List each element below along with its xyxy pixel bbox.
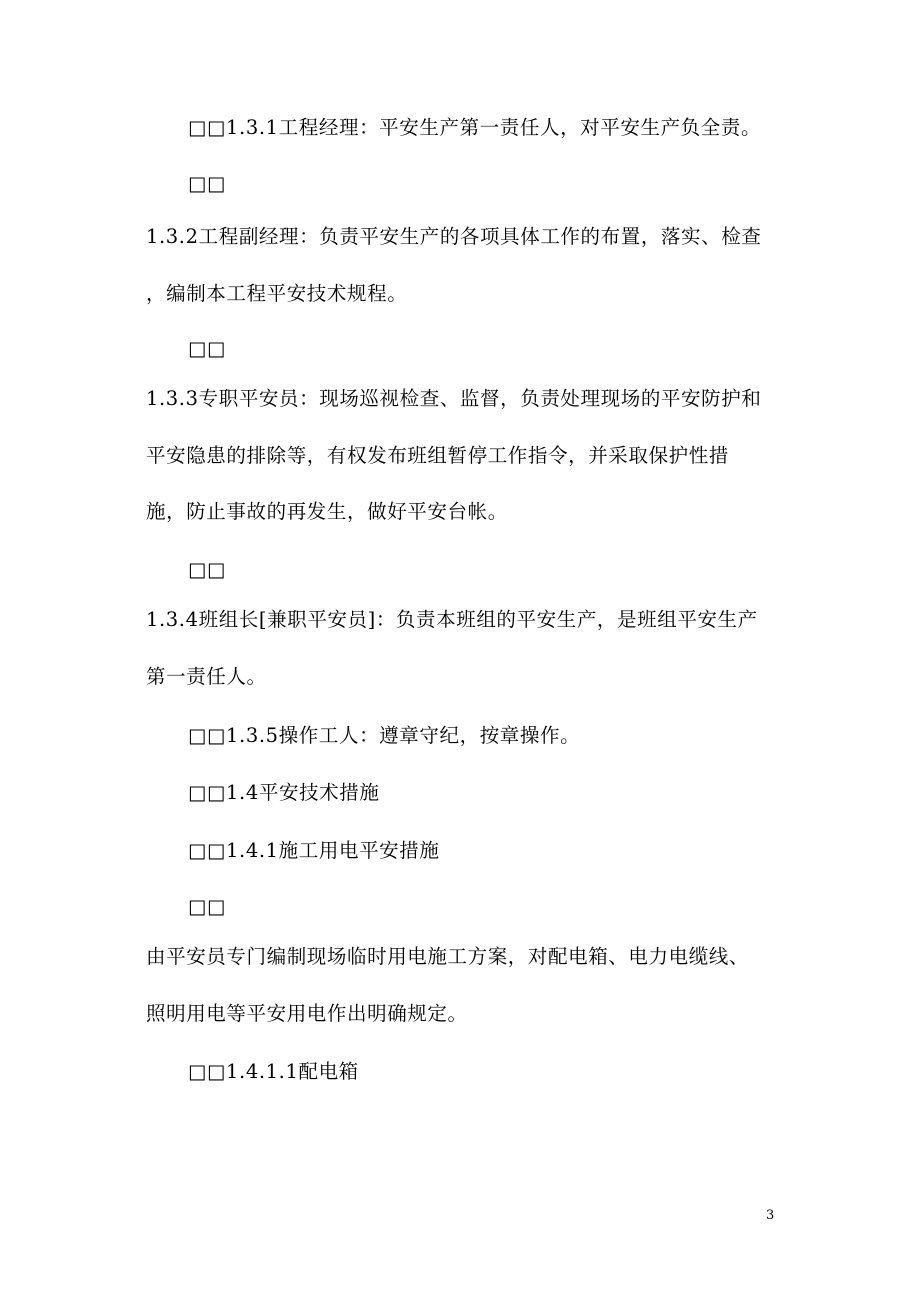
paragraph-1-3-4-line-2: 第一责任人。 xyxy=(146,665,267,688)
paragraph-1-3-1: □□1.3.1工程经理：平安生产第一责任人，对平安生产负全责。 xyxy=(188,116,762,139)
paragraph-1-3-2-line-1: 1.3.2工程副经理：负责平安生产的各项具体工作的布置，落实、检查 xyxy=(146,225,762,248)
paragraph-1-3-2-line-2: ，编制本工程平安技术规程。 xyxy=(146,282,408,305)
paragraph-1-3-5: □□1.3.5操作工人：遵章守纪，按章操作。 xyxy=(188,724,581,747)
blank-marker-line: □□ xyxy=(188,895,227,918)
heading-1-4: □□1.4平安技术措施 xyxy=(188,781,380,804)
paragraph-1-3-4-line-1: 1.3.4班组长[兼职平安员]：负责本班组的平安生产，是班组平安生产 xyxy=(146,608,758,631)
blank-marker-line: □□ xyxy=(188,172,227,195)
paragraph-1-4-1-line-2: 照明用电等平安用电作出明确规定。 xyxy=(146,1002,468,1025)
heading-1-4-1-1: □□1.4.1.1配电箱 xyxy=(188,1060,359,1083)
page-number: 3 xyxy=(766,1208,775,1223)
paragraph-1-4-1-line-1: 由平安员专门编制现场临时用电施工方案，对配电箱、电力电缆线、 xyxy=(146,945,750,968)
paragraph-1-3-3-line-3: 施，防止事故的再发生，做好平安台帐。 xyxy=(146,500,508,523)
paragraph-1-3-3-line-2: 平安隐患的排除等，有权发布班组暂停工作指令，并采取保护性措 xyxy=(146,444,729,467)
paragraph-1-3-3-line-1: 1.3.3专职平安员：现场巡视检查、监督，负责处理现场的平安防护和 xyxy=(146,387,762,410)
heading-1-4-1: □□1.4.1施工用电平安措施 xyxy=(188,839,440,862)
blank-marker-line: □□ xyxy=(188,337,227,360)
blank-marker-line: □□ xyxy=(188,558,227,581)
